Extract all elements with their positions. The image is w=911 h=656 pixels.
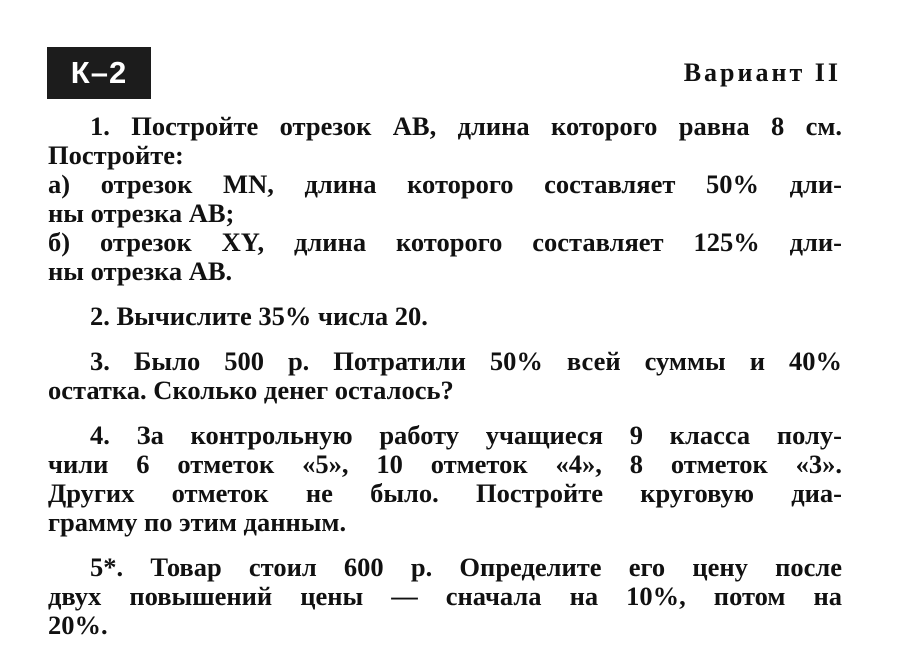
task-number: 4.: [90, 420, 110, 450]
worksheet-code-badge: К–2: [47, 47, 151, 99]
task-text: б) отрезок XY, длина которого составляет 125% дли-: [48, 227, 842, 257]
task-text: ны отрезка AB.: [48, 256, 233, 286]
task-3: [48, 347, 842, 405]
task-text: Постройте:: [48, 140, 184, 170]
task-4: [48, 421, 842, 537]
task-text: чили 6 отметок «5», 10 отметок «4», 8 отметок «3».: [48, 449, 842, 479]
task-number: 3.: [90, 346, 110, 376]
task-5: [48, 553, 842, 640]
task-text: 20%.: [48, 610, 108, 640]
task-text: ны отрезка AB;: [48, 198, 235, 228]
task-text: Было 500 р. Потратили 50% всей суммы и 40%: [133, 346, 842, 376]
task-text: а) отрезок MN, длина которого составляет 50% дли-: [48, 169, 842, 199]
task-text: Других отметок не было. Постройте круговую диа-: [48, 478, 842, 508]
variant-label: Вариант II: [683, 58, 841, 87]
task-number: 1.: [90, 111, 110, 141]
task-text: грамму по этим данным.: [48, 507, 347, 537]
task-text: За контрольную работу учащиеся 9 класса полу-: [136, 420, 842, 450]
task-text: Вычислите 35% числа 20.: [116, 301, 428, 331]
task-number: 5*.: [90, 552, 124, 582]
task-text: двух повышений цены — сначала на 10%, потом на: [48, 581, 842, 611]
task-text: остатка. Сколько денег осталось?: [48, 375, 454, 405]
task-list: [48, 112, 842, 656]
task-text: Постройте отрезок AB, длина которого равна 8 см.: [131, 111, 843, 141]
task-number: 2.: [90, 301, 110, 331]
task-2: [48, 302, 842, 331]
task-text: Товар стоил 600 р. Определите его цену после: [150, 552, 842, 582]
task-1: [48, 112, 842, 286]
